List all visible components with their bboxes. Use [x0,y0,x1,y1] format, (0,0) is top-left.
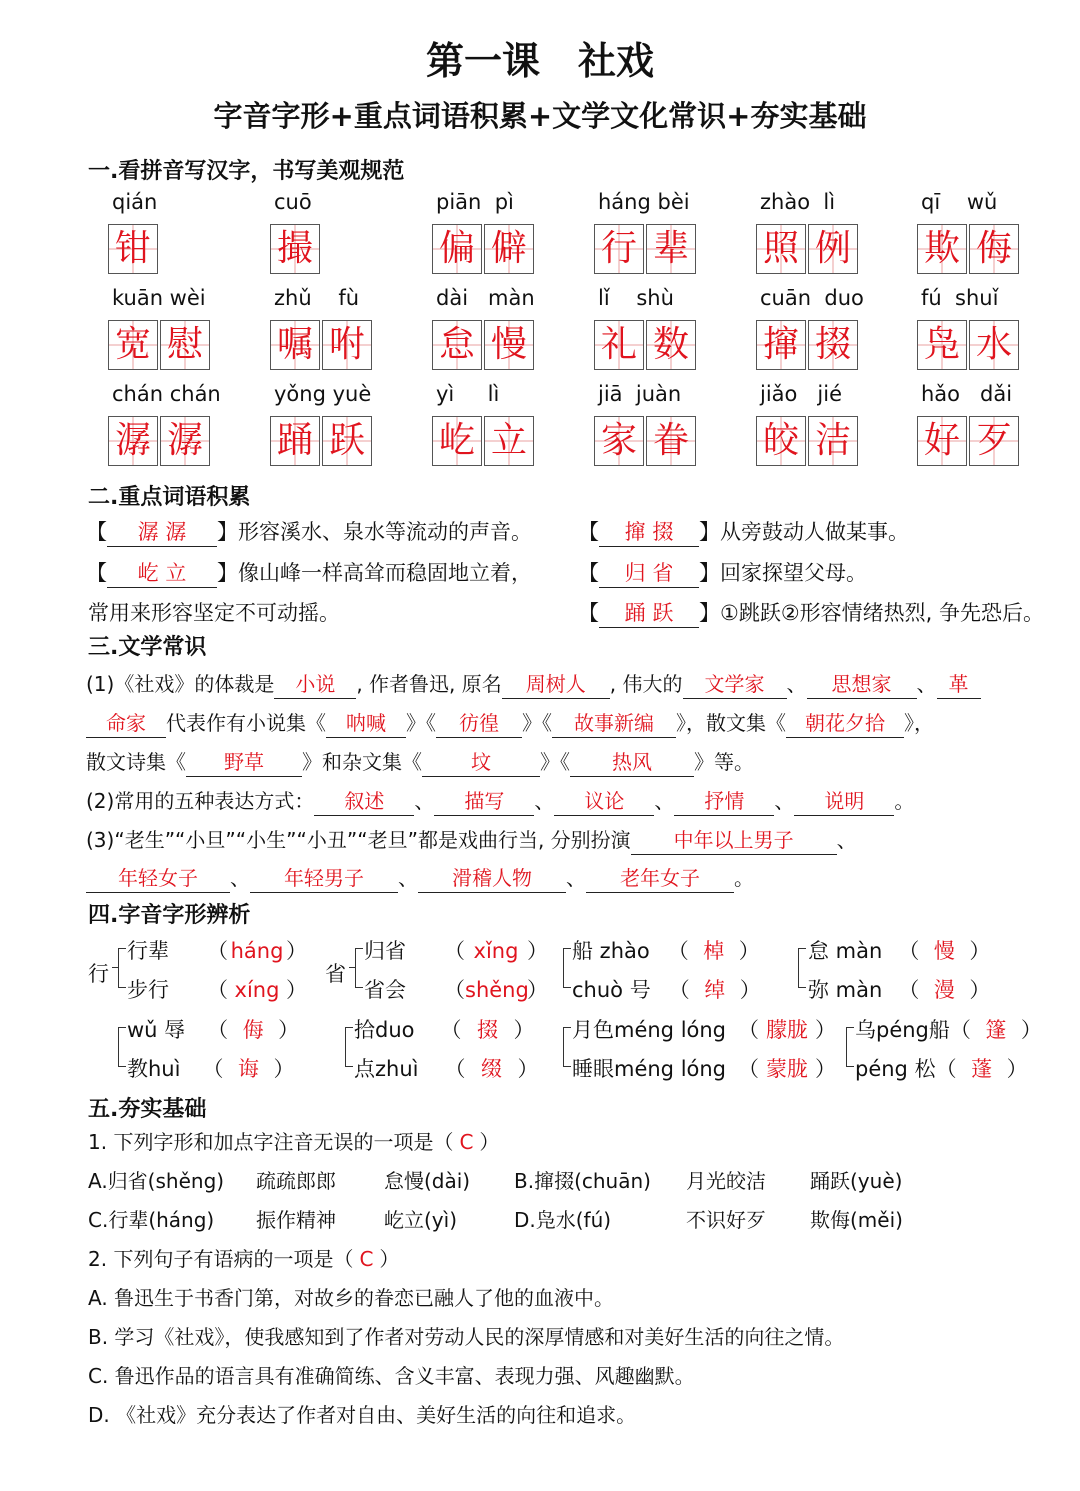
hanzi-cell: 凫 [917,320,967,370]
writing-grid [594,416,696,466]
hanzi-cell: 欺 [917,224,967,274]
hanzi-cell: 行 [594,224,644,274]
hanzi-cell: 辈 [646,224,696,274]
hanzi-cell: 数 [646,320,696,370]
group-item: 睡眼méng lóng （ 蒙胧 ） [572,1057,837,1081]
section3-heading: 三.文学常识 [88,635,207,660]
q1-option-text: 怠慢(dài) [384,1169,471,1193]
answer-revolutionary-cont: 命家 [86,711,166,738]
pinyin-label: yǒng yuè [274,382,372,406]
literature-line-5: (3)“老生”“小旦”“小生”“小丑”“老旦”都是戏曲行当, 分别扮演 中年以上男子 、 [86,824,857,855]
hanzi-cell: 眷 [646,416,696,466]
q1-option-text: 屹立(yì) [384,1208,457,1232]
pinyin-label: cuān duo [760,286,864,310]
vocab-continuation: 常用来形容坚定不可动摇。 [88,601,340,625]
section2-heading: 二.重点词语积累 [88,485,251,510]
hanzi-cell: 屹 [432,416,482,466]
answer-real-name: 周树人 [502,672,610,699]
hanzi-cell: 例 [808,224,858,274]
answer-panghuang: 彷徨 [436,711,522,738]
writing-grid [432,224,534,274]
vocab-word: 踊 跃 [599,601,699,628]
section1-heading: 一.看拼音写汉字，书写美观规范 [88,159,405,184]
hanzi-cell: 踊 [270,416,320,466]
hanzi-cell: 好 [917,416,967,466]
group-item: 弥 màn （ 漫 ） [808,978,991,1002]
answer-role: 滑稽人物 [418,866,566,893]
group-item: 教huì （ 诲 ） [127,1057,295,1081]
writing-grid [432,320,534,370]
pinyin-label: lǐ shù [598,286,674,310]
hanzi-cell: 侮 [969,224,1019,274]
pinyin-label: zhǔ fù [274,286,360,310]
writing-grid [270,224,320,274]
answer-role: 年轻女子 [86,866,230,893]
hanzi-cell: 皎 [756,416,806,466]
group-item: 行辈 （ háng ） [127,939,307,963]
answer-zhaohuaxishi: 朝花夕拾 [786,711,904,738]
vocab-definition: 像山峰一样高耸而稳固地立着， [238,561,532,585]
q2-option-b: B. 学习《社戏》，使我感知到了作者对劳动人民的深厚情感和对美好生活的向往之情。 [88,1325,845,1349]
pinyin-label: yì lì [436,382,500,406]
group-item: 船 zhào （ 棹 ） [572,939,760,963]
q2-option-d: D. 《社戏》充分表达了作者对自由、美好生活的向往和追求。 [88,1403,637,1427]
q1-option-text: 欺侮(měi) [810,1208,903,1232]
writing-grid [917,320,1019,370]
pinyin-label: háng bèi [598,190,690,214]
hanzi-cell: 照 [756,224,806,274]
vocab-word: 撺 掇 [599,520,699,547]
hanzi-cell: 潺 [160,416,210,466]
pinyin-label: kuān wèi [112,286,206,310]
answer-mode: 说明 [794,789,894,816]
brace [846,1027,854,1067]
vocab-item: 【 撺 掇 】从旁鼓动人做某事。 [578,516,909,547]
answer-mode: 抒情 [674,789,774,816]
group-item: 省会 （shěng） [364,978,548,1002]
q1-option-text: D.凫水(fú) [514,1208,612,1232]
group-item: chuò 号 （ 绰 ） [572,978,761,1002]
answer-nahan: 呐喊 [326,711,406,738]
q1-option-text: 疏疏郎郎 [256,1169,336,1193]
answer-thinker: 思想家 [807,672,917,699]
question-1-answer: C [459,1130,474,1154]
question-2: 2. 下列句子有语病的一项是（ C ） [88,1247,400,1271]
answer-role: 老年女子 [586,866,734,893]
answer-refeng: 热风 [570,750,694,777]
hanzi-cell: 礼 [594,320,644,370]
q2-option-a: A. 鲁迅生于书香门第，对故乡的眷恋已融人了他的血液中。 [88,1286,615,1310]
brace [118,948,126,988]
group-item: 归省 （ xǐng ） [364,939,548,963]
writing-grid [108,224,158,274]
hanzi-cell: 潺 [108,416,158,466]
vocab-word: 潺 潺 [107,520,217,547]
pinyin-label: fú shuǐ [921,286,999,310]
hanzi-cell: 宽 [108,320,158,370]
group-item: 点zhuì （ 缀 ） [354,1057,539,1081]
question-1: 1. 下列字形和加点字注音无误的一项是（ C ） [88,1130,500,1154]
answer-revolutionary: 革 [937,672,981,699]
writing-grid [270,416,372,466]
hanzi-cell: 咐 [322,320,372,370]
q1-option-text: 振作精神 [256,1208,336,1232]
answer-role: 年轻男子 [250,866,398,893]
pinyin-label: dài màn [436,286,535,310]
hanzi-cell: 慢 [484,320,534,370]
answer-writer: 文学家 [683,672,787,699]
hanzi-cell: 慰 [160,320,210,370]
writing-grid [594,320,696,370]
hanzi-cell: 怠 [432,320,482,370]
hanzi-cell: 歹 [969,416,1019,466]
hanzi-cell: 水 [969,320,1019,370]
writing-grid [108,320,210,370]
pinyin-label: zhào lì [760,190,836,214]
brace [355,948,363,988]
answer-fen: 坟 [422,750,540,777]
writing-grid [108,416,210,466]
hanzi-cell: 撮 [270,224,320,274]
answer-gushixinbian: 故事新编 [552,711,676,738]
pinyin-label: qián [112,190,158,214]
group-item: 月色méng lóng （ 朦胧 ） [572,1018,837,1042]
brace [345,1027,353,1067]
answer-yecao: 野草 [186,750,302,777]
group-item: 乌péng船（ 篷 ） [855,1018,1042,1042]
q1-option-text: 月光皎洁 [686,1169,766,1193]
answer-mode: 叙述 [314,789,414,816]
group-item: 步行 （ xíng ） [127,978,307,1002]
answer-mode: 议论 [554,789,654,816]
brace [798,948,806,988]
group-item: wǔ 辱 （ 侮 ） [127,1018,300,1042]
group-item: 怠 màn （ 慢 ） [808,939,991,963]
vocab-word: 归 省 [599,561,699,588]
pinyin-label: cuō [274,190,312,214]
vocab-item: 【 归 省 】回家探望父母。 [578,557,867,588]
writing-grid [917,224,1019,274]
brace [563,948,571,988]
q2-option-c: C. 鲁迅作品的语言具有准确简练、含义丰富、表现力强、风趣幽默。 [88,1364,695,1388]
section4-heading: 四.字音字形辨析 [88,903,251,928]
hanzi-cell: 撺 [756,320,806,370]
vocab-definition: 形容溪水、泉水等流动的声音。 [238,520,532,544]
section5-heading: 五.夯实基础 [88,1097,207,1122]
page-title: 第一课 社戏 [425,39,654,83]
hanzi-cell: 洁 [808,416,858,466]
vocab-item: 【 潺 潺 】形容溪水、泉水等流动的声音。 [86,516,532,547]
hanzi-cell: 家 [594,416,644,466]
hanzi-cell: 掇 [808,320,858,370]
group-item: 拾duo （ 掇 ） [354,1018,535,1042]
writing-grid [432,416,534,466]
pinyin-label: jiā juàn [598,382,682,406]
hanzi-cell: 嘱 [270,320,320,370]
answer-mode: 描写 [434,789,534,816]
pinyin-label: piān pì [436,190,514,214]
literature-line-4: (2)常用的五种表达方式： 叙述 、 描写 、 议论 、 抒情 、 说明 。 [86,785,914,816]
brace [563,1027,571,1067]
vocab-item: 【 屹 立 】像山峰一样高耸而稳固地立着， [86,557,532,588]
writing-grid [917,416,1019,466]
page-subtitle: 字音字形+重点词语积累+文学文化常识+夯实基础 [213,99,867,133]
q1-option-text: A.归省(shěng) [88,1169,225,1193]
pinyin-label: qī wǔ [921,190,998,214]
hanzi-cell: 钳 [108,224,158,274]
literature-line-6: 年轻女子 、 年轻男子 、 滑稽人物 、 老年女子 。 [86,862,754,893]
pinyin-label: jiǎo jié [760,382,843,406]
writing-grid [756,416,858,466]
writing-grid [756,224,858,274]
literature-line-1: (1)《社戏》的体裁是 小说 , 作者鲁迅, 原名 周树人 , 伟大的 文学家 、 思想家 、 革 [86,668,981,699]
vocab-item: 【 踊 跃 】①跳跃②形容情绪热烈, 争先恐后。 [578,597,1044,628]
literature-line-2: 命家 代表作有小说集《 呐喊 》《 彷徨 》《 故事新编 》，散文集《 朝花夕拾 》， [86,707,934,738]
answer-genre: 小说 [274,672,356,699]
vocab-definition: 从旁鼓动人做某事。 [720,520,909,544]
group-item: péng 松（ 蓬 ） [855,1057,1028,1081]
writing-grid [594,224,696,274]
pinyin-label: hǎo dǎi [921,382,1013,406]
q1-option-text: B.撺掇(chuān) [514,1169,651,1193]
pinyin-label: chán chán [112,382,221,406]
question-2-answer: C [359,1247,374,1271]
writing-grid [756,320,858,370]
brace-root: 行 [88,962,109,986]
vocab-word: 屹 立 [107,561,217,588]
hanzi-cell: 僻 [484,224,534,274]
answer-role: 中年以上男子 [631,828,837,855]
q1-option-text: 踊跃(yuè) [810,1169,903,1193]
hanzi-cell: 立 [484,416,534,466]
writing-grid [270,320,372,370]
q1-option-text: 不识好歹 [686,1208,766,1232]
hanzi-cell: 跃 [322,416,372,466]
hanzi-cell: 偏 [432,224,482,274]
brace [118,1027,126,1067]
brace-root: 省 [325,962,346,986]
literature-line-3: 散文诗集《 野草 》和杂文集《 坟 》《 热风 》等。 [86,746,754,777]
vocab-definition: ①跳跃②形容情绪热烈, 争先恐后。 [720,601,1045,625]
q1-option-text: C.行辈(háng) [88,1208,215,1232]
vocab-definition: 回家探望父母。 [720,561,867,585]
